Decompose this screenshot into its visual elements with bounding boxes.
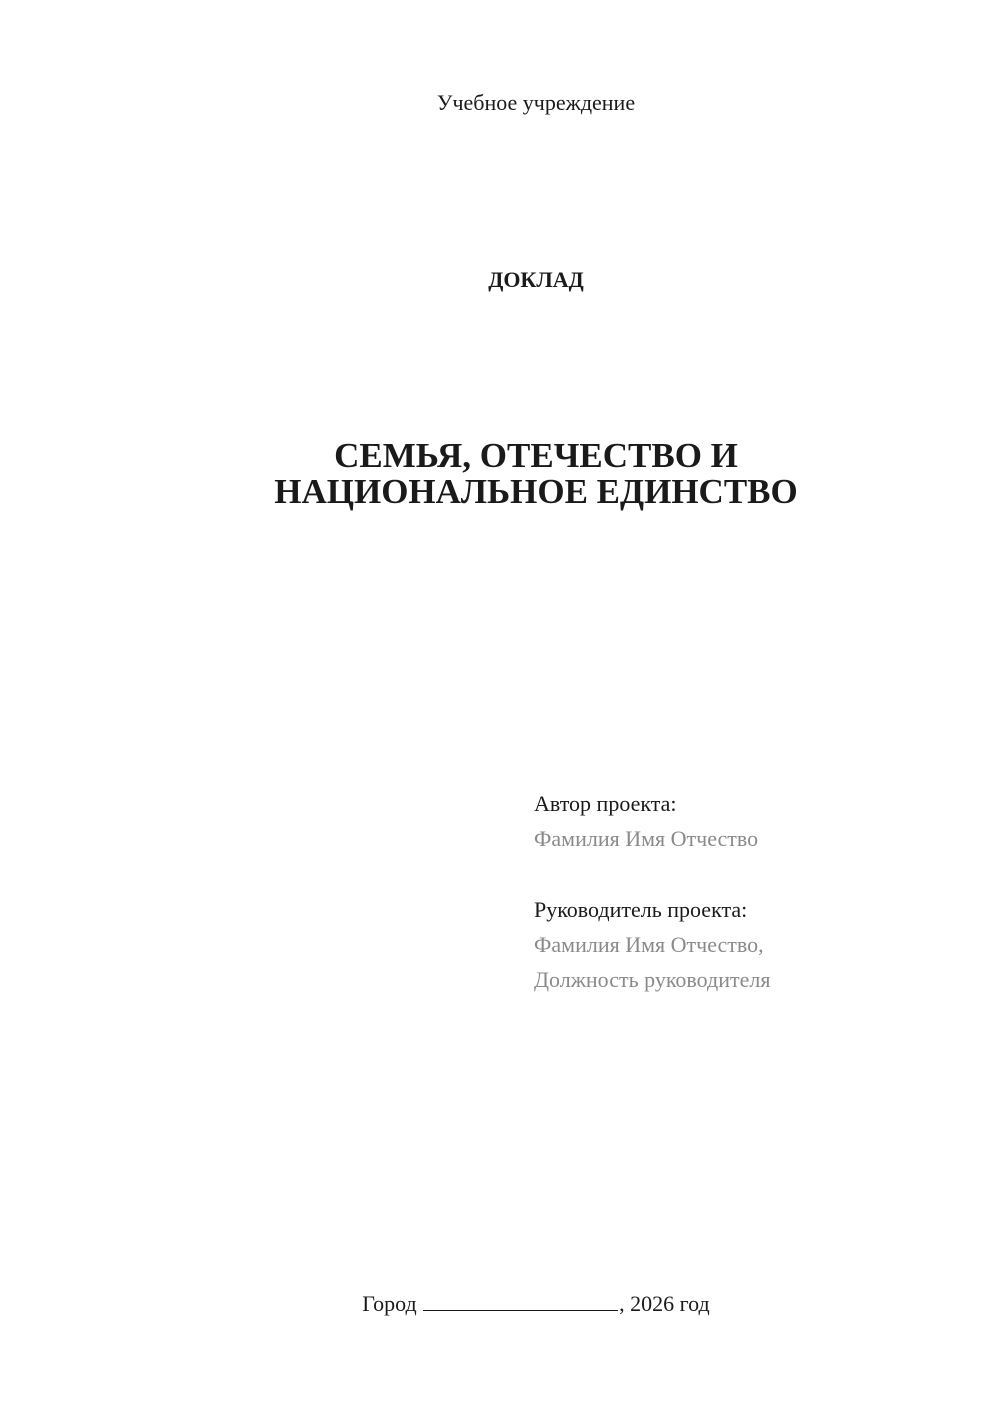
credits-block (534, 786, 770, 997)
document-title-line-2: НАЦИОНАЛЬНОЕ ЕДИНСТВО (274, 472, 798, 511)
supervisor-position: Должность руководителя (534, 967, 771, 992)
document-title (0, 438, 1000, 510)
supervisor-name: Фамилия Имя Отчество, (534, 932, 764, 957)
city-label: Город (362, 1291, 417, 1316)
author-label: Автор проекта: (534, 791, 677, 816)
document-title-line-1: СЕМЬЯ, ОТЕЧЕСТВО И (334, 436, 738, 475)
city-blank-line (423, 1290, 618, 1311)
year-text: , 2026 год (619, 1291, 710, 1316)
supervisor-label: Руководитель проекта: (534, 897, 748, 922)
document-type: ДОКЛАД (488, 267, 584, 292)
institution-name: Учебное учреждение (436, 90, 636, 115)
author-name: Фамилия Имя Отчество (534, 826, 759, 851)
footer-city-year (0, 1290, 1000, 1317)
credits-spacer (534, 856, 770, 892)
